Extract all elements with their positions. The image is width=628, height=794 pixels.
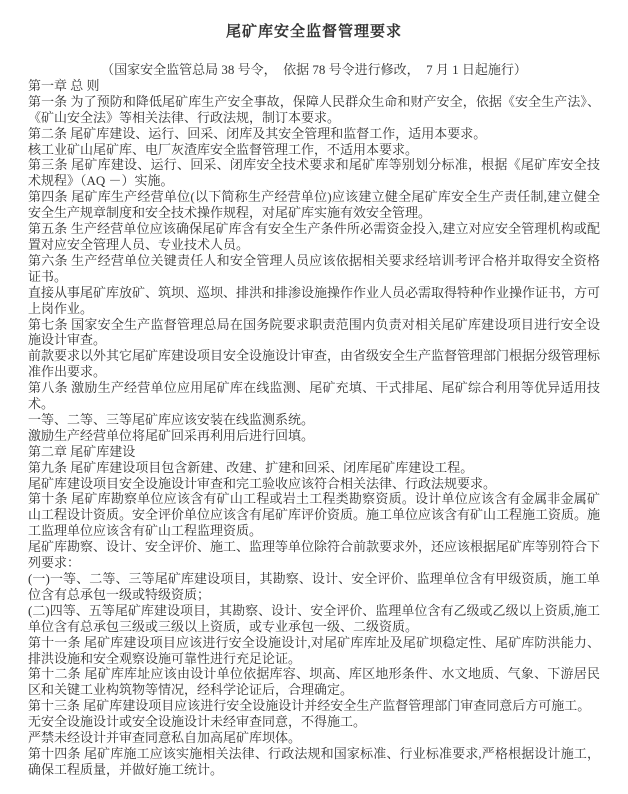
paragraph: 第八条 激励生产经营单位应用尾矿库在线监测、尾矿充填、干式排尾、尾矿综合利用等优异适用技术。 <box>28 380 600 412</box>
paragraph: 尾矿库勘察、设计、安全评价、施工、监理等单位除符合前款要求外，还应该根据尾矿库等别符合下列要求： <box>28 539 601 571</box>
chapter-heading: 第二章 尾矿库建设 <box>28 443 136 459</box>
paragraph: 第九条 尾矿库建设项目包含新建、改建、扩建和回采、闭库尾矿库建设工程。 <box>28 459 474 475</box>
document-subtitle: （国家安全监管总局 38 号令， 依据 78 号令进行修改， 7 月 1 日起施行） <box>101 62 527 77</box>
document-body <box>28 78 600 778</box>
paragraph: 第十条 尾矿库勘察单位应该含有矿山工程或岩土工程类勘察资质。设计单位应该含有金属非金属矿山工程设计资质。安全评价单位应该含有尾矿库评价资质。施工单位应该含有矿山工程施工资质。施工监理单位应该含有矿山工程监理资质。 <box>28 491 601 539</box>
paragraph: 一等、二等、三等尾矿库应该安装在线监测系统。 <box>28 411 315 427</box>
paragraph: 第十一条 尾矿库建设项目应该进行安全设施设计,对尾矿库库址及尾矿坝稳定性、尾矿库防洪能力、排洪设施和安全观察设施可靠性进行充足论证。 <box>28 634 600 666</box>
paragraph: 核工业矿山尾矿库、电厂灰渣库安全监督管理工作，不适用本要求。 <box>28 141 419 157</box>
paragraph: 直接从事尾矿库放矿、筑坝、巡坝、排洪和排渗设施操作作业人员必需取得特种作业操作证书，方可上岗作业。 <box>28 284 601 316</box>
paragraph: 第二条 尾矿库建设、运行、回采、闭库及其安全管理和监督工作，适用本要求。 <box>28 125 487 141</box>
chapter-heading: 第一章 总 则 <box>28 77 100 93</box>
paragraph: 第十二条 尾矿库库址应该由设计单位依据库容、坝高、库区地形条件、水文地质、气象、下游居民区和关键工业构筑物等情况，经科学论证后，合理确定。 <box>28 666 600 698</box>
paragraph: 第六条 生产经营单位关键责任人和安全管理人员应该依据相关要求经培训考评合格并取得安全资格证书。 <box>28 252 600 284</box>
paragraph: 第四条 尾矿库生产经营单位(以下简称生产经营单位)应该建立健全尾矿库安全生产责任制,建立健全安全生产规章制度和安全技术操作规程，对尾矿库实施有效安全管理。 <box>28 189 600 221</box>
paragraph: 激励生产经营单位将尾矿回采再利用后进行回填。 <box>28 427 315 443</box>
paragraph: (一)一等、二等、三等尾矿库建设项目，其勘察、设计、安全评价、监理单位含有甲级资质，施工单位含有总承包一级或特级资质； <box>28 571 600 602</box>
paragraph: 尾矿库建设项目安全设施设计审查和完工验收应该符合相关法律、行政法规要求。 <box>28 475 497 491</box>
paragraph: (二)四等、五等尾矿库建设项目，其勘察、设计、安全评价、监理单位含有乙级或乙级以上资质,施工单位含有总承包三级或三级以上资质，或专业承包一级、二级资质。 <box>28 602 600 634</box>
paragraph: 前款要求以外其它尾矿库建设项目安全设施设计审查，由省级安全生产监督管理部门根据分级管理标准作出要求。 <box>28 348 601 380</box>
paragraph: 第十三条 尾矿库建设项目应该进行安全设施设计并经安全生产监督管理部门审查同意后方可施工。 <box>28 698 591 714</box>
paragraph: 无安全设施设计或安全设施设计未经审查同意，不得施工。 <box>28 714 367 730</box>
paragraph: 第十四条 尾矿库施工应该实施相关法律、行政法规和国家标准、行业标准要求,严格根据设计施工，确保工程质量，并做好施工统计。 <box>28 745 600 777</box>
paragraph: 第三条 尾矿库建设、运行、回采、闭库安全技术要求和尾矿库等别划分标准，根据《尾矿库安全技术规程》（AQ －）实施。 <box>28 157 600 189</box>
paragraph: 严禁未经设计并审查同意私自加高尾矿库坝体。 <box>28 730 302 746</box>
document-title: 尾矿库安全监督管理要求 <box>225 24 402 40</box>
paragraph: 第一条 为了预防和降低尾矿库生产安全事故，保障人民群众生命和财产安全，依据《安全生产法》、《矿山安全法》等相关法律、行政法规，制订本要求。 <box>28 93 600 125</box>
paragraph: 第七条 国家安全生产监督管理总局在国务院要求职责范围内负责对相关尾矿库建设项目进行安全设施设计审查。 <box>28 316 600 348</box>
paragraph: 第五条 生产经营单位应该确保尾矿库含有安全生产条件所必需资金投入,建立对应安全管理机构或配置对应安全管理人员、专业技术人员。 <box>28 221 600 252</box>
